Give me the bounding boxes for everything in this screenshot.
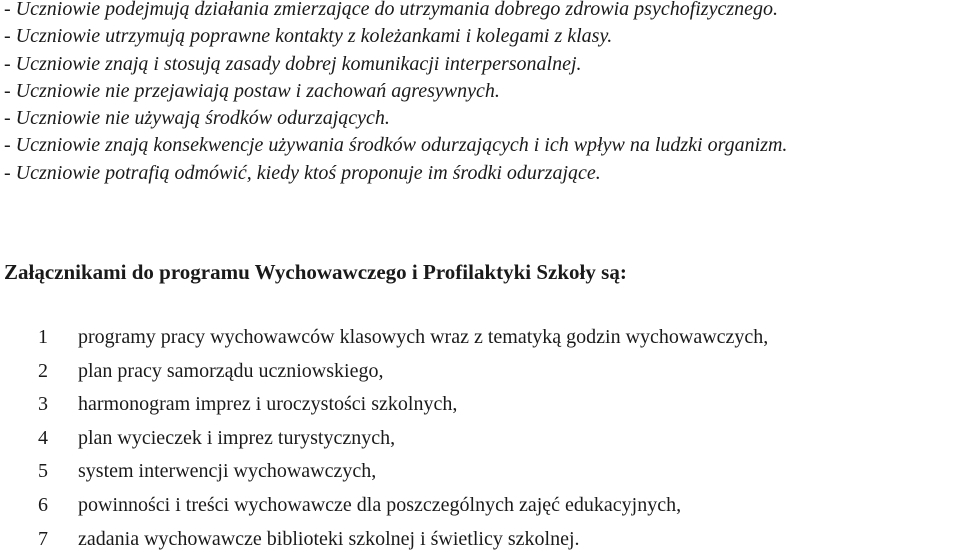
attachment-number: 5: [38, 460, 48, 483]
attachment-text: programy pracy wychowawców klasowych wraz z tematyką godzin wychowawczych,: [78, 326, 769, 348]
attachment-number: 2: [38, 359, 48, 382]
goal-item: - Uczniowie potrafią odmówić, kiedy ktoś proponuje im środki odurzające.: [4, 161, 601, 184]
attachment-item: [38, 355, 768, 389]
attachment-number: 6: [38, 493, 48, 516]
attachment-number: 4: [38, 426, 48, 449]
goals-list: [4, 0, 954, 187]
attachment-item: [38, 422, 768, 456]
attachment-item: [38, 523, 768, 556]
goal-item: - Uczniowie znają konsekwencje używania środków odurzających i ich wpływ na ludzki organizm.: [4, 134, 788, 157]
goal-item: - Uczniowie utrzymują poprawne kontakty z koleżankami i kolegami z klasy.: [4, 25, 613, 48]
attachment-item: [38, 455, 768, 489]
attachment-text: plan wycieczek i imprez turystycznych,: [78, 426, 396, 449]
attachment-text: zadania wychowawcze biblioteki szkolnej i świetlicy szkolnej.: [78, 527, 580, 550]
attachment-item: [38, 388, 768, 422]
attachment-item: [38, 489, 768, 523]
goal-item: - Uczniowie znają i stosują zasady dobrej komunikacji interpersonalnej.: [4, 52, 582, 75]
attachment-text: harmonogram imprez i uroczystości szkolnych,: [78, 393, 458, 416]
attachment-text: powinności i treści wychowawcze dla poszczególnych zajęć edukacyjnych,: [78, 493, 682, 516]
goal-item: - Uczniowie podejmują działania zmierzające do utrzymania dobrego zdrowia psychofizycznego.: [4, 0, 779, 20]
goal-item: - Uczniowie nie używają środków odurzających.: [4, 107, 390, 130]
attachments-list: [38, 321, 768, 556]
goal-item: - Uczniowie nie przejawiają postaw i zachowań agresywnych.: [4, 79, 500, 102]
attachment-number: 3: [38, 393, 48, 416]
attachment-item: [38, 321, 768, 355]
attachments-heading: Załącznikami do programu Wychowawczego i Profilaktyki Szkoły są:: [4, 260, 627, 284]
attachment-text: plan pracy samorządu uczniowskiego,: [78, 359, 384, 382]
attachment-number: 7: [38, 527, 48, 550]
attachment-number: 1: [38, 326, 48, 348]
attachment-text: system interwencji wychowawczych,: [78, 460, 377, 483]
